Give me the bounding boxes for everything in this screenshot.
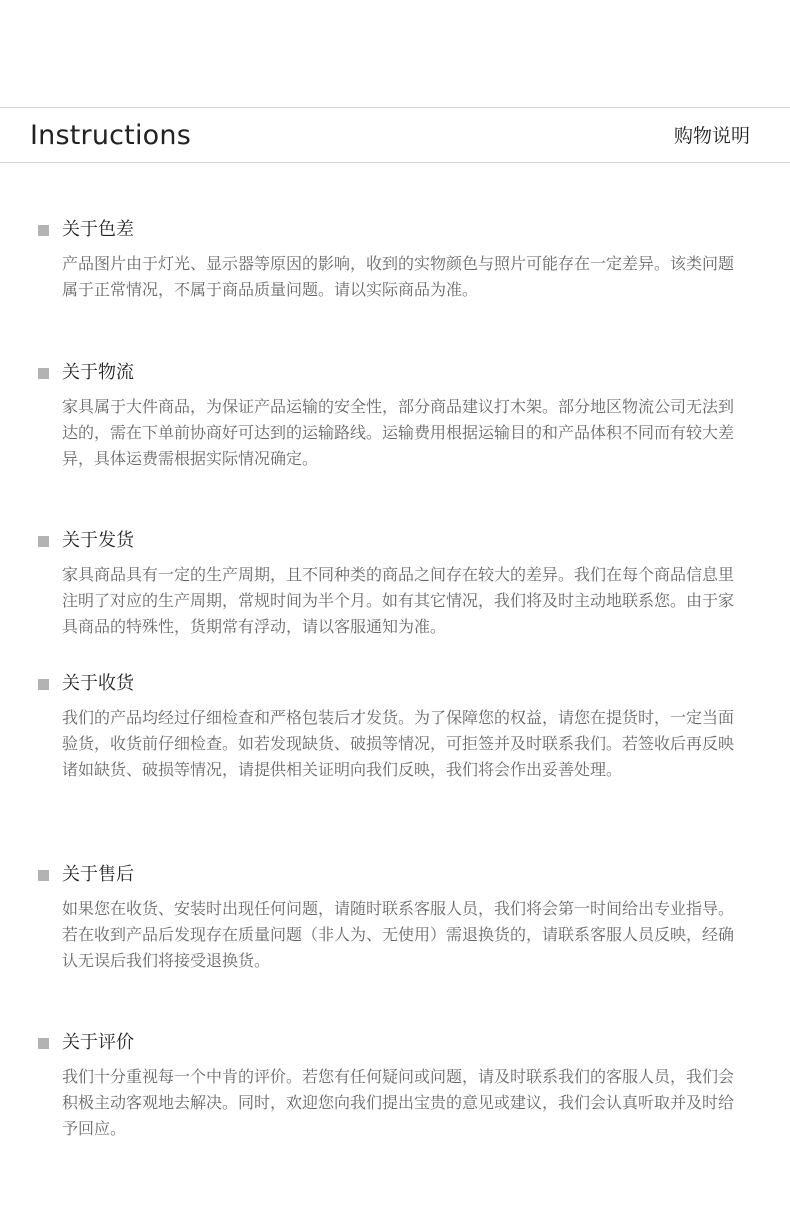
section-title: 关于售后 [62, 864, 134, 885]
section-title: 关于色差 [62, 219, 134, 240]
section-shipping [38, 528, 748, 640]
section-body: 家具属于大件商品，为保证产品运输的安全性，部分商品建议打木架。部分地区物流公司无法到达的，需在下单前协商好可达到的运输路线。运输费用根据运输目的和产品体积不同而有较大差异，具体运费需根据实际情况确定。 [62, 397, 735, 468]
square-bullet-icon [38, 1038, 49, 1049]
section-body: 家具商品具有一定的生产周期，且不同种类的商品之间存在较大的差异。我们在每个商品信息里注明了对应的生产周期，常规时间为半个月。如有其它情况，我们将及时主动地联系您。由于家具商品的特殊性，货期常有浮动，请以客服通知为准。 [62, 565, 735, 636]
section-after-sales [38, 862, 748, 974]
section-heading [38, 671, 748, 697]
square-bullet-icon [38, 225, 49, 236]
square-bullet-icon [38, 368, 49, 379]
section-logistics [38, 360, 748, 472]
section-title: 关于发货 [62, 530, 134, 551]
page-header [0, 107, 790, 163]
section-body: 我们十分重视每一个中肯的评价。若您有任何疑问或问题，请及时联系我们的客服人员，我们会积极主动客观地去解决。同时，欢迎您向我们提出宝贵的意见或建议，我们会认真听取并及时给予回应。 [62, 1067, 735, 1138]
section-body: 产品图片由于灯光、显示器等原因的影响，收到的实物颜色与照片可能存在一定差异。该类问题属于正常情况，不属于商品质量问题。请以实际商品为准。 [62, 254, 735, 299]
section-title: 关于物流 [62, 362, 134, 383]
header-title-english: Instructions [30, 120, 191, 151]
section-heading [38, 360, 748, 386]
section-heading [38, 862, 748, 888]
section-receiving [38, 671, 748, 783]
section-reviews [38, 1030, 748, 1142]
header-title-chinese: 购物说明 [673, 125, 750, 147]
section-heading [38, 528, 748, 554]
section-heading [38, 1030, 748, 1056]
section-color-difference [38, 217, 748, 303]
section-title: 关于评价 [62, 1032, 134, 1053]
square-bullet-icon [38, 870, 49, 881]
section-body: 如果您在收货、安装时出现任何问题，请随时联系客服人员，我们将会第一时间给出专业指导。若在收到产品后发现存在质量问题（非人为、无使用）需退换货的，请联系客服人员反映，经确认无误后我们将接受退换货。 [62, 899, 735, 970]
section-title: 关于收货 [62, 673, 134, 694]
square-bullet-icon [38, 536, 49, 547]
section-body: 我们的产品均经过仔细检查和严格包装后才发货。为了保障您的权益，请您在提货时，一定当面验货，收货前仔细检查。如若发现缺货、破损等情况，可拒签并及时联系我们。若签收后再反映诸如缺货、破损等情况，请提供相关证明向我们反映，我们将会作出妥善处理。 [62, 708, 735, 779]
section-heading [38, 217, 748, 243]
square-bullet-icon [38, 679, 49, 690]
